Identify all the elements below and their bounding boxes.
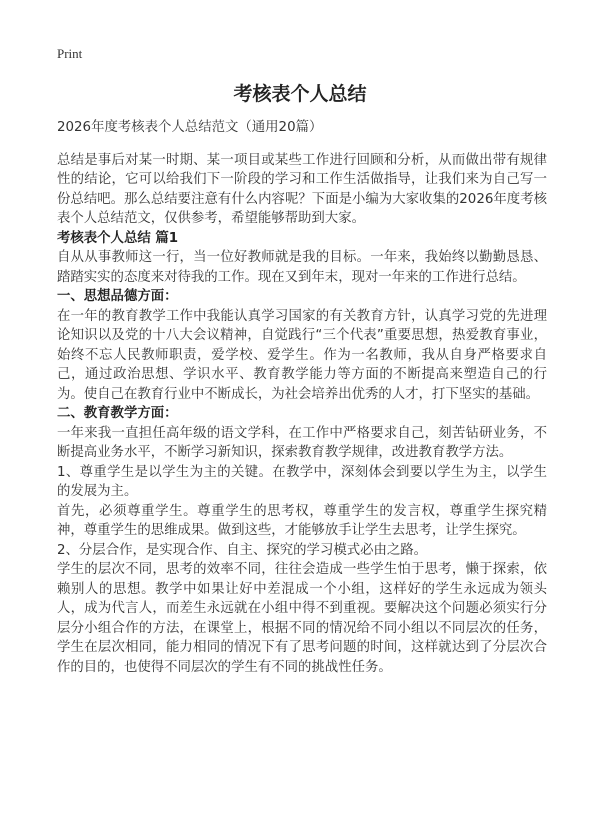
intro-paragraph: 总结是事后对某一时期、某一项目或某些工作进行回顾和分析，从而做出带有规律性的结论，它可以给我们下一阶段的学习和工作生活做指导，让我们来为自己写一份总结吧。那么总结要注意有什么内容呢？下面是小编为大家收集的2026年度考核表个人总结范文，仅供参考，希望能够帮助到大家。	[57, 152, 547, 226]
section-heading: 考核表个人总结 篇1	[57, 230, 179, 246]
point-respect: 1、尊重学生是以学生为主的关键。在教学中，深刻体会到要以学生为主，以学生的发展为主。	[57, 464, 547, 499]
layered-paragraph: 学生的层次不同，思考的效率不同，往往会造成一些学生怕于思考，懒于探索，依赖别人的思想。教学中如果让好中差混成一个小组，这样好的学生永远成为领头人，成为代言人，而差生永远就在小组中得不到重视。要解决这个问题必须实行分层分小组合作的方法，在课堂上，根据不同的情况给不同小组以不同层次的任务，学生在层次相同，能力相同的情况下有了思考问题的时间，这样就达到了分层次合作的目的，也使得不同层次的学生有不同的挑战性任务。	[57, 562, 547, 675]
moral-paragraph: 在一年的教育教学工作中我能认真学习国家的有关教育方针，认真学习党的先进理论知识以及党的十八大会议精神，自觉践行“三个代表”重要思想，热爱教育事业，始终不忘人民教师职责，爱学校、爱学生。作为一名教师，我从自身严格要求自己，通过政治思想、学识水平、教育教学能力等方面的不断提高来塑造自己的行为。使自己在教育行业中不断成长，为社会培养出优秀的人才，打下坚实的基础。	[57, 308, 547, 402]
point-layered: 2、分层合作，是实现合作、自主、探究的学习模式必由之路。	[57, 542, 428, 558]
page-title: 考核表个人总结	[233, 83, 367, 105]
heading-teaching: 二、教育教学方面：	[57, 406, 178, 421]
opening-paragraph: 自从从事教师这一行，当一位好教师就是我的目标。一年来，我始终以勤勤恳恳、踏踏实实的态度来对待我的工作。现在又到年末，现对一年来的工作进行总结。	[57, 250, 547, 285]
heading-moral: 一、思想品德方面：	[57, 289, 178, 304]
article-subtitle: 2026年度考核表个人总结范文（通用20篇）	[57, 120, 323, 135]
article-body	[57, 118, 547, 677]
respect-paragraph: 首先，必须尊重学生。尊重学生的思考权，尊重学生的发言权，尊重学生探究精神，尊重学生的思维成果。做到这些，才能够放手让学生去思考，让学生探究。	[57, 503, 547, 538]
teaching-paragraph: 一年来我一直担任高年级的语文学科，在工作中严格要求自己，刻苦钻研业务，不断提高业务水平，不断学习新知识，探索教育教学规律，改进教育教学方法。	[57, 425, 547, 460]
print-link[interactable]: Print	[57, 46, 83, 61]
